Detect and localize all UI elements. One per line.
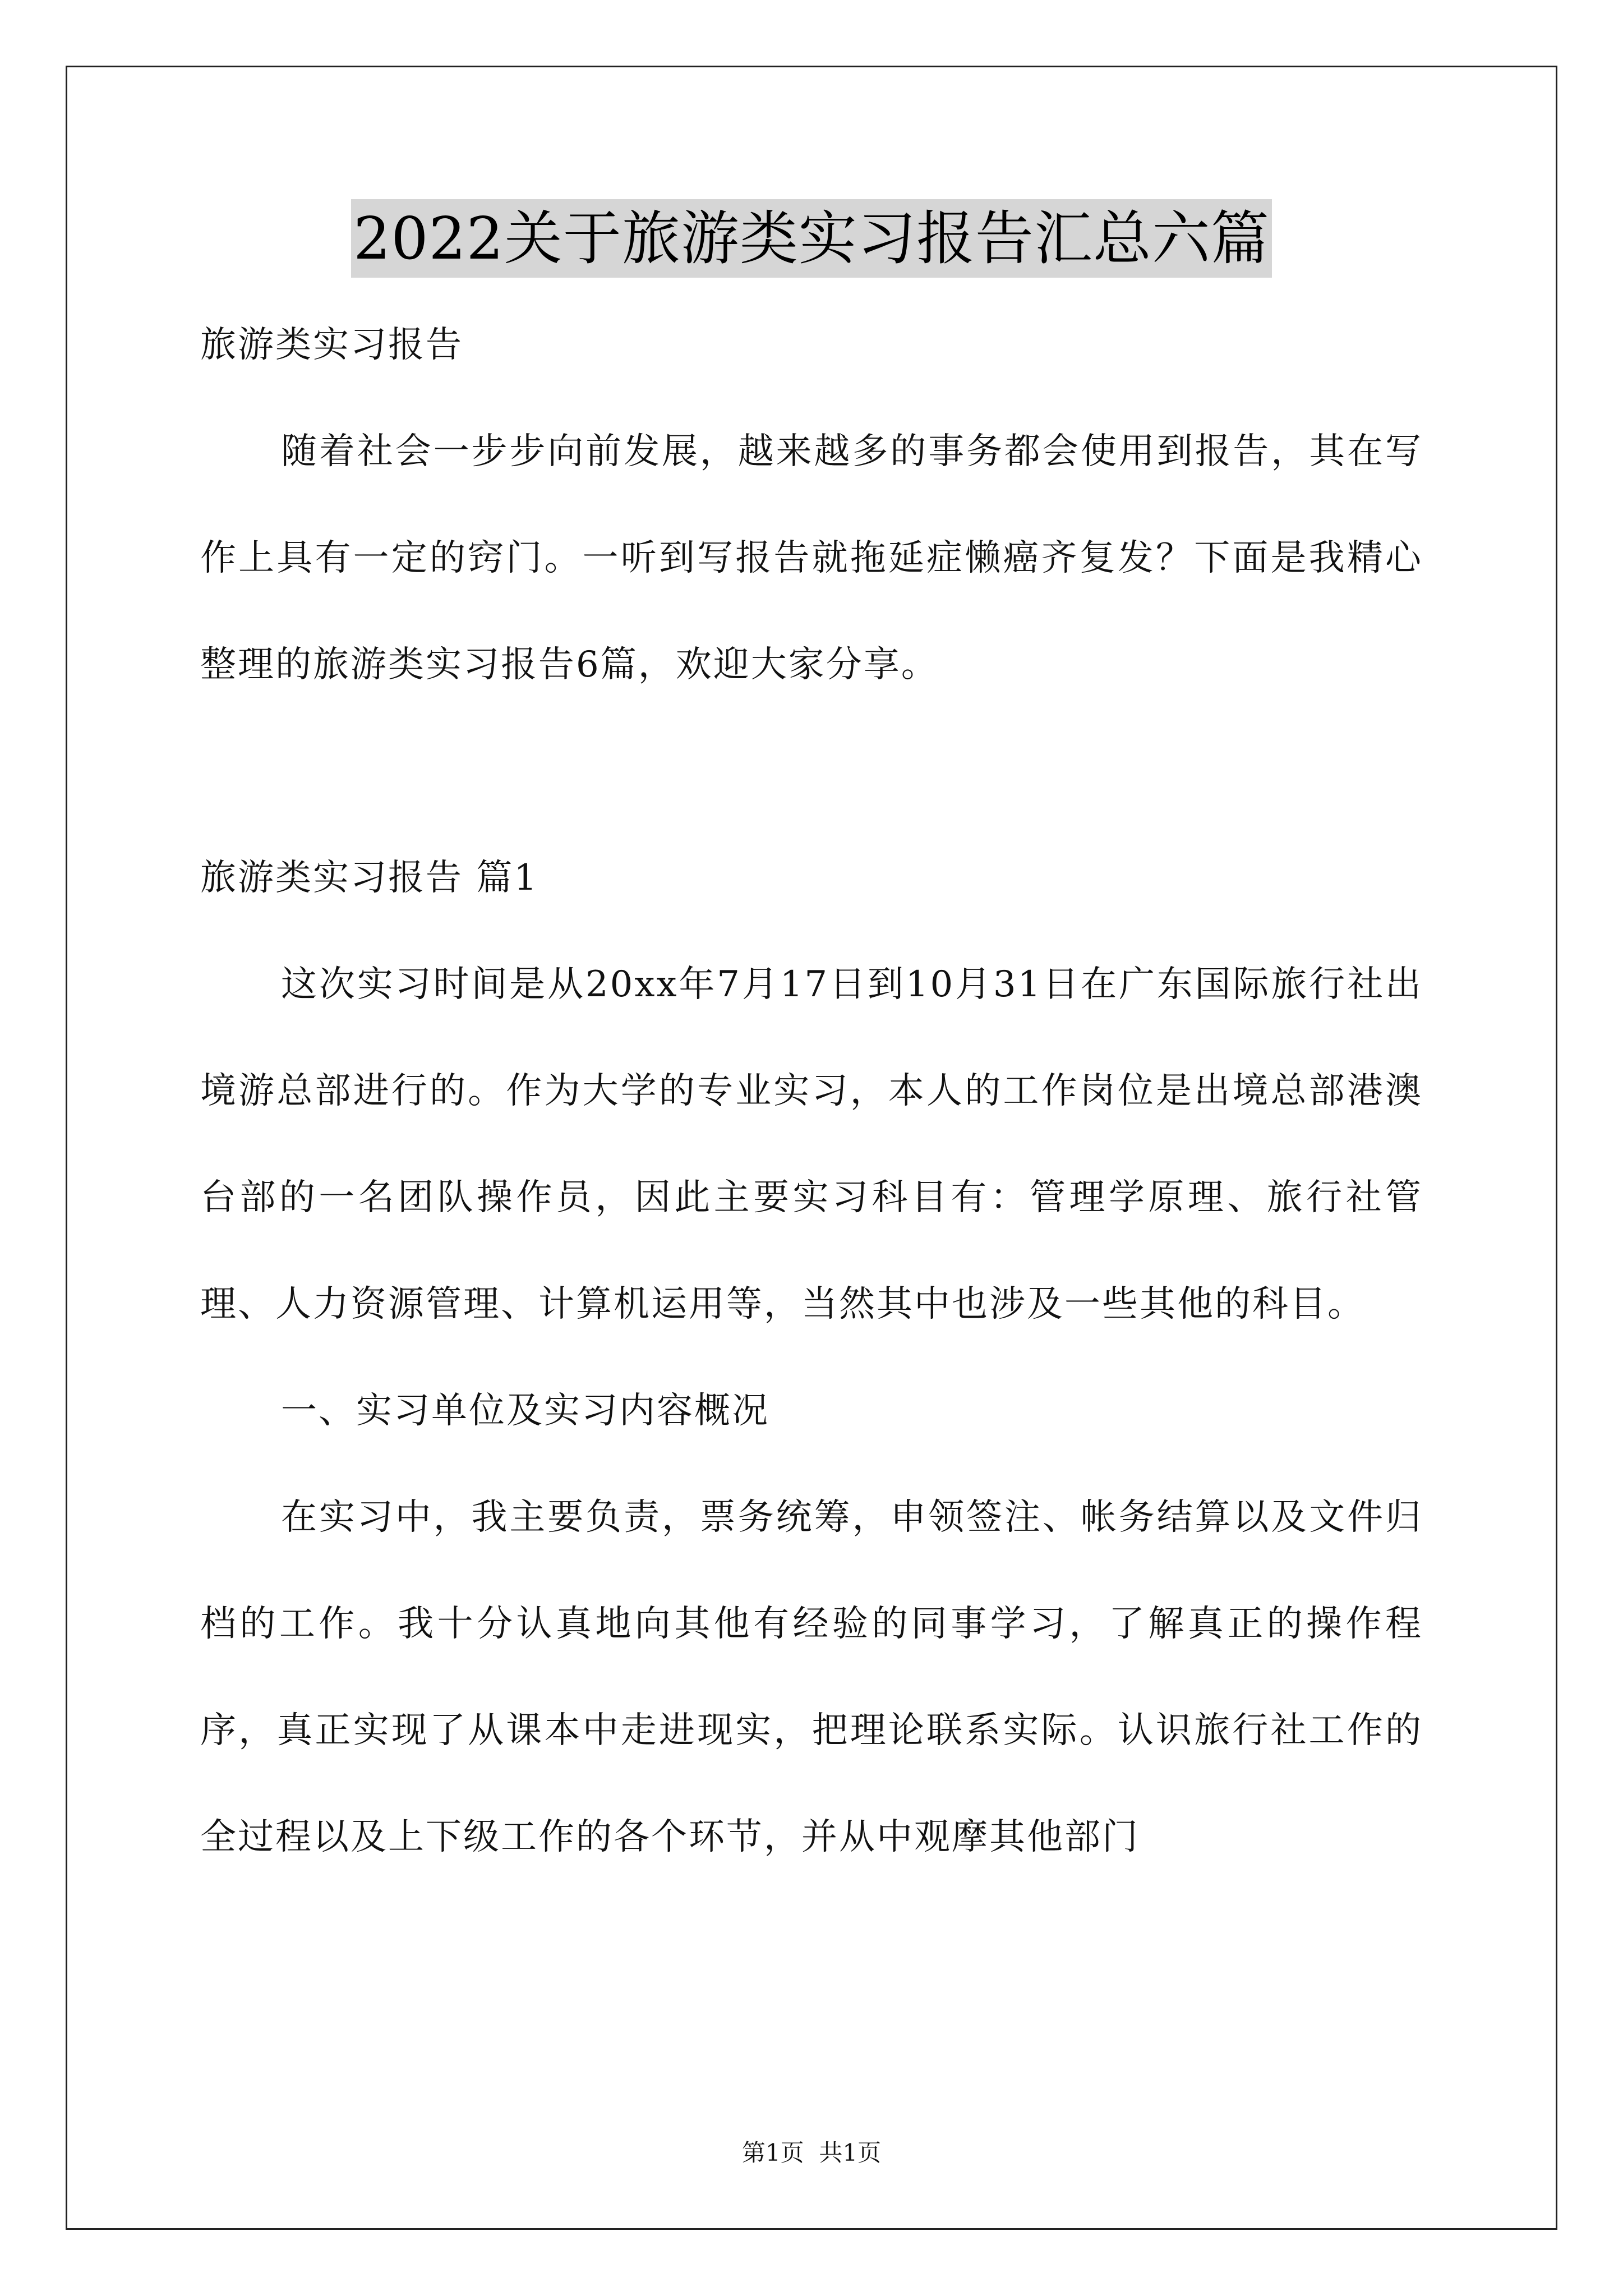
page-footer: 第1页 共1页: [741, 2139, 882, 2166]
intro-paragraph: 随着社会一步步向前发展，越来越多的事务都会使用到报告，其在写作上具有一定的窍门。一听到写报告就拖延症懒癌齐复发？下面是我精心整理的旅游类实习报告6篇，欢迎大家分享。: [200, 431, 1423, 685]
document-title: 2022关于旅游类实习报告汇总六篇: [351, 199, 1272, 278]
title-container: [0, 199, 1623, 278]
document-heading: 旅游类实习报告: [200, 324, 463, 366]
body-paragraph-2: 在实习中，我主要负责，票务统筹，申领签注、帐务结算以及文件归档的工作。我十分认真地向其他有经验的同事学习，了解真正的操作程序，真正实现了从课本中走进现实，把理论联系实际。认识旅行社工作的全过程以及上下级工作的各个环节，并从中观摩其他部门: [200, 1497, 1423, 1858]
body-paragraph-1: 这次实习时间是从20xx年7月17日到10月31日在广东国际旅行社出境游总部进行的。作为大学的专业实习，本人的工作岗位是出境总部港澳台部的一名团队操作员，因此主要实习科目有：管理学原理、旅行社管理、人力资源管理、计算机运用等，当然其中也涉及一些其他的科目。: [200, 964, 1423, 1325]
section-title: 旅游类实习报告 篇1: [200, 857, 539, 899]
subheading-1: 一、实习单位及实习内容概况: [281, 1390, 769, 1432]
section-spacer: [200, 718, 1423, 825]
document-body: [200, 292, 1423, 1890]
